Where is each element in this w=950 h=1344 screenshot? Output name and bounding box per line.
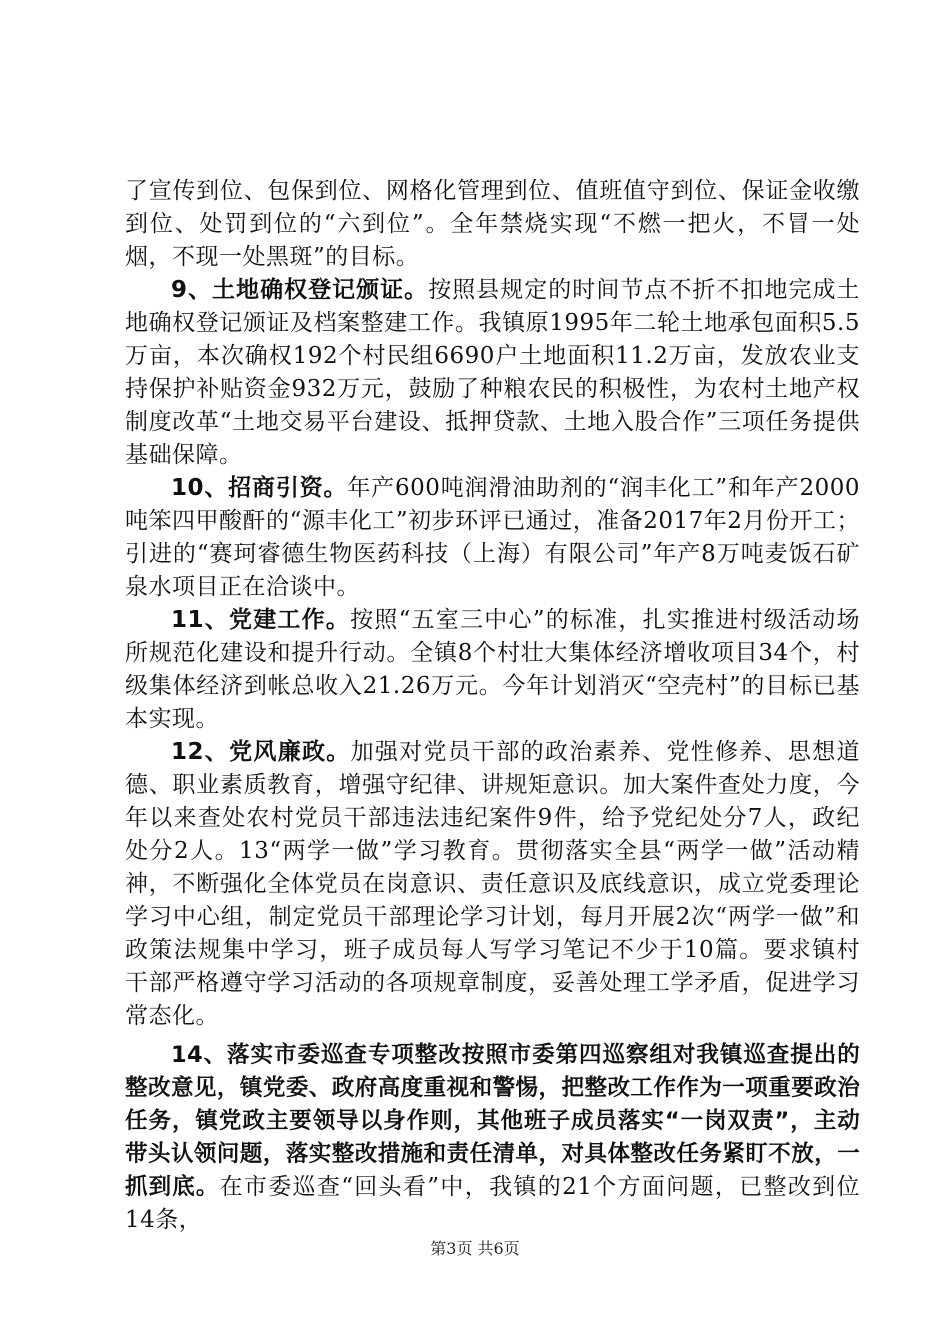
item-11-heading: 11、党建工作。 [171, 607, 351, 633]
intro-paragraph: 了宣传到位、包保到位、网格化管理到位、值班值守到位、保证金收缴到位、处罚到位的“六到位”。全年禁烧实现“不燃一把火，不冒一处烟，不现一处黑斑”的目标。 [125, 178, 860, 270]
item-10-paragraph [125, 472, 860, 604]
item-12-heading: 12、党风廉政。 [171, 739, 351, 765]
page-number-footer: 第3页 共6页 [430, 1239, 520, 1258]
item-10-heading: 10、招商引资。 [171, 475, 348, 501]
item-14-bold-text: 14、落实市委巡查专项整改按照市委第四巡察组对我镇巡查提出的整改意见，镇党委、政府高度重视和警惕，把整改工作作为一项重要政治任务，镇党政主要领导以身作则，其他班子成员落实“一岗双责”，主动带头认领问题，落实整改措施和责任清单，对具体整改任务紧盯不放，一抓到底。 [125, 1042, 860, 1200]
item-14-body: 在市委巡查“回头看”中，我镇的21个方面问题，已整改到位14条， [125, 1174, 860, 1233]
item-9-body: 按照县规定的时间节点不折不扣地完成土地确权登记颁证及档案整建工作。我镇原1995年二轮土地承包面积5.5万亩，本次确权192个村民组6690户土地面积11.2万亩，发放农业支持保护补贴资金932万元，鼓励了种粮农民的积极性，为农村土地产权制度改革“土地交易平台建设、抵押贷款、土地入股合作”三项任务提供基础保障。 [125, 277, 860, 468]
item-9-heading: 9、土地确权登记颁证。 [171, 277, 429, 303]
item-14-paragraph [125, 1039, 860, 1237]
item-9-paragraph [125, 274, 860, 472]
item-12-body: 加强对党员干部的政治素养、党性修养、思想道德、职业素质教育，增强守纪律、讲规矩意识。加大案件查处力度，今年以来查处农村党员干部违法违纪案件9件，给予党纪处分7人，政纪处分2人。13“两学一做”学习教育。贯彻落实全县“两学一做”活动精神，不断强化全体党员在岗意识、责任意识及底线意识，成立党委理论学习中心组，制定党员干部理论学习计划，每月开展2次“两学一做”和政策法规集中学习，班子成员每人写学习笔记不少于10篇。要求镇村干部严格遵守学习活动的各项规章制度，妥善处理工学矛盾，促进学习常态化。 [125, 739, 860, 1029]
item-11-body: 按照“五室三中心”的标准，扎实推进村级活动场所规范化建设和提升行动。全镇8个村壮大集体经济增收项目34个，村级集体经济到帐总收入21.26万元。今年计划消灭“空壳村”的目标已基本实现。 [125, 607, 860, 732]
document-body [125, 175, 860, 1237]
item-12-paragraph [125, 736, 860, 1033]
item-10-body: 年产600吨润滑油助剂的“润丰化工”和年产2000吨笨四甲酸酐的“源丰化工”初步环评已通过，准备2017年2月份开工；引进的“赛珂睿德生物医药科技（上海）有限公司”年产8万吨麦饭石矿泉水项目正在洽谈中。 [125, 475, 860, 600]
item-11-paragraph [125, 604, 860, 736]
